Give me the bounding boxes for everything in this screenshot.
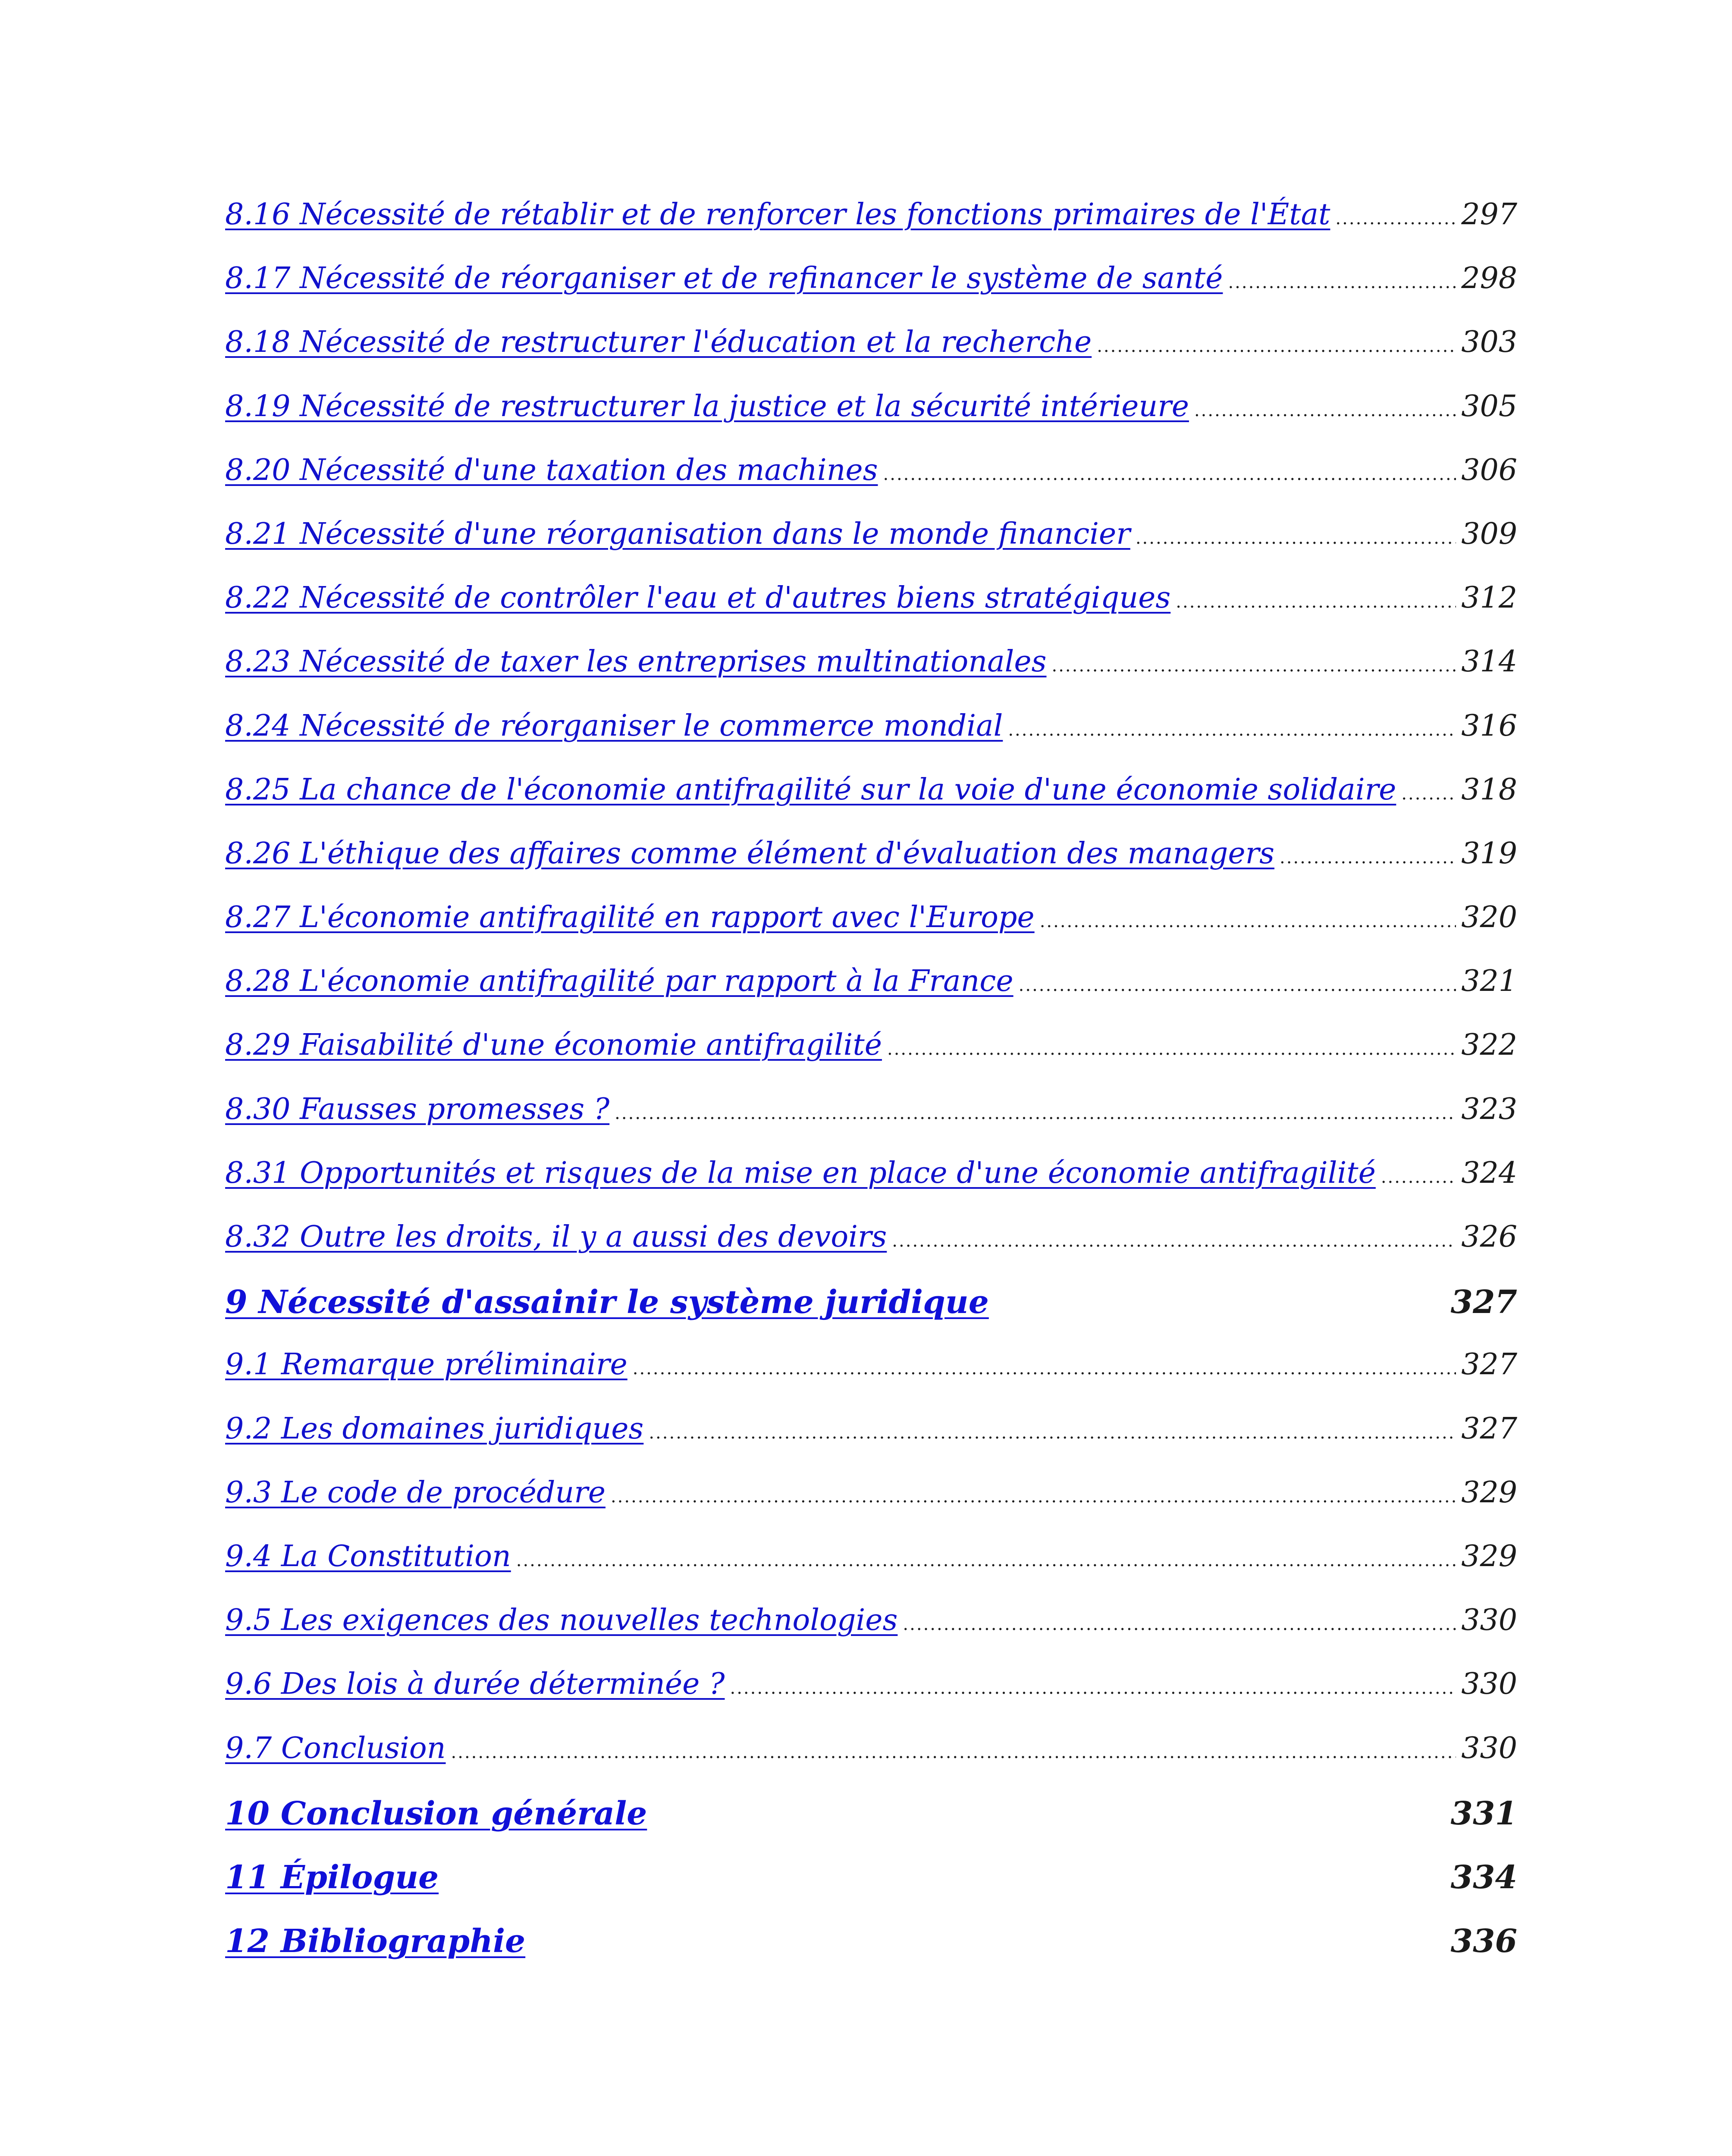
toc-entry-8-25	[225, 773, 1517, 837]
toc-entry-8-17	[225, 261, 1517, 325]
toc-link-8-19[interactable]: 8.19 Nécessité de restructurer la justice et la sécurité intérieure	[225, 389, 1189, 423]
toc-link-chapter-12[interactable]: 12 Bibliographie	[225, 1923, 526, 1960]
toc-page-number: 329	[1461, 1539, 1517, 1573]
dot-leader	[1335, 209, 1456, 229]
toc-page-number: 298	[1461, 261, 1517, 296]
toc-link-8-21[interactable]: 8.21 Nécessité d'une réorganisation dans le monde financier	[225, 517, 1130, 551]
dot-leader	[649, 1423, 1456, 1443]
toc-entry-8-16	[225, 197, 1517, 261]
toc-link-chapter-9[interactable]: 9 Nécessité d'assainir le système juridique	[225, 1284, 989, 1321]
toc-page-number: 319	[1461, 836, 1517, 871]
toc-page-number: 334	[1450, 1858, 1517, 1896]
toc-link-8-26[interactable]: 8.26 L'éthique des affaires comme élément d'évaluation des managers	[225, 836, 1274, 871]
toc-page-number: 322	[1461, 1028, 1517, 1062]
toc-page-number: 316	[1461, 708, 1517, 743]
toc-entry-9-2	[225, 1412, 1517, 1476]
toc-link-9-1[interactable]: 9.1 Remarque préliminaire	[225, 1348, 628, 1382]
dot-leader	[1019, 975, 1456, 995]
toc-chapter-11	[225, 1859, 1517, 1923]
toc-chapter-9	[225, 1284, 1517, 1348]
toc-page-number: 323	[1461, 1092, 1517, 1126]
toc-link-9-3[interactable]: 9.3 Le code de procédure	[225, 1475, 606, 1510]
table-of-contents	[225, 197, 1517, 1987]
toc-entry-8-23	[225, 645, 1517, 708]
toc-link-9-7[interactable]: 9.7 Conclusion	[225, 1731, 446, 1765]
toc-entry-8-32	[225, 1220, 1517, 1284]
toc-entry-8-31	[225, 1156, 1517, 1220]
toc-page-number: 314	[1461, 645, 1517, 679]
toc-link-8-29[interactable]: 8.29 Faisabilité d'une économie antifragilité	[225, 1028, 882, 1062]
toc-page-number: 326	[1461, 1220, 1517, 1254]
toc-entry-9-4	[225, 1539, 1517, 1603]
toc-entry-9-3	[225, 1476, 1517, 1539]
toc-page-number: 321	[1461, 964, 1517, 999]
toc-link-8-22[interactable]: 8.22 Nécessité de contrôler l'eau et d'autres biens stratégiques	[225, 581, 1171, 615]
dot-leader	[892, 1231, 1456, 1251]
dot-leader	[1097, 336, 1456, 356]
toc-page-number: 330	[1461, 1603, 1517, 1638]
toc-entry-9-5	[225, 1603, 1517, 1667]
toc-entry-8-28	[225, 964, 1517, 1028]
toc-link-8-23[interactable]: 8.23 Nécessité de taxer les entreprises multinationales	[225, 645, 1047, 679]
toc-entry-8-20	[225, 453, 1517, 517]
toc-chapter-10	[225, 1795, 1517, 1859]
toc-page-number: 303	[1461, 325, 1517, 360]
toc-link-8-32[interactable]: 8.32 Outre les droits, il y a aussi des devoirs	[225, 1220, 887, 1254]
toc-page-number: 312	[1461, 581, 1517, 615]
toc-entry-8-18	[225, 325, 1517, 389]
toc-page-number: 320	[1461, 900, 1517, 935]
dot-leader	[1381, 1167, 1456, 1187]
toc-entry-8-30	[225, 1092, 1517, 1156]
toc-entry-9-1	[225, 1348, 1517, 1411]
toc-page-number: 336	[1450, 1923, 1517, 1960]
dot-leader	[883, 464, 1456, 484]
toc-page-number: 306	[1461, 453, 1517, 487]
toc-entry-8-27	[225, 900, 1517, 964]
toc-link-8-27[interactable]: 8.27 L'économie antifragilité en rapport avec l'Europe	[225, 900, 1035, 935]
toc-link-8-30[interactable]: 8.30 Fausses promesses ?	[225, 1092, 610, 1126]
toc-page-number: 327	[1461, 1348, 1517, 1382]
dot-leader	[1176, 592, 1456, 612]
dot-leader	[1280, 848, 1456, 868]
toc-link-8-25[interactable]: 8.25 La chance de l'économie antifragilité sur la voie d'une économie solidaire	[225, 772, 1396, 807]
dot-leader	[516, 1551, 1456, 1570]
toc-page-number: 305	[1461, 389, 1517, 423]
dot-leader	[1401, 784, 1456, 804]
toc-page-number: 309	[1461, 517, 1517, 551]
toc-page-number: 324	[1461, 1156, 1517, 1190]
dot-leader	[1052, 656, 1456, 676]
toc-link-9-2[interactable]: 9.2 Les domaines juridiques	[225, 1411, 644, 1446]
toc-link-9-4[interactable]: 9.4 La Constitution	[225, 1539, 511, 1573]
toc-page-number: 330	[1461, 1667, 1517, 1702]
toc-link-chapter-10[interactable]: 10 Conclusion générale	[225, 1795, 647, 1832]
toc-link-8-20[interactable]: 8.20 Nécessité d'une taxation des machines	[225, 453, 878, 487]
dot-leader	[1194, 401, 1456, 420]
dot-leader	[615, 1103, 1456, 1123]
dot-leader	[611, 1487, 1456, 1507]
dot-leader	[1228, 273, 1456, 292]
dot-leader	[887, 1039, 1456, 1059]
toc-entry-9-6	[225, 1667, 1517, 1731]
dot-leader	[1136, 528, 1456, 548]
toc-link-8-24[interactable]: 8.24 Nécessité de réorganiser le commerce mondial	[225, 708, 1003, 743]
dot-leader	[451, 1742, 1456, 1762]
toc-link-chapter-11[interactable]: 11 Épilogue	[225, 1858, 439, 1896]
dot-leader	[633, 1359, 1456, 1379]
toc-page-number: 318	[1461, 772, 1517, 807]
toc-entry-8-21	[225, 517, 1517, 581]
toc-page-number: 330	[1461, 1731, 1517, 1765]
toc-entry-8-26	[225, 837, 1517, 900]
toc-page-number: 327	[1461, 1411, 1517, 1446]
toc-link-8-18[interactable]: 8.18 Nécessité de restructurer l'éducation et la recherche	[225, 325, 1092, 360]
toc-link-8-28[interactable]: 8.28 L'économie antifragilité par rapport à la France	[225, 964, 1013, 999]
toc-entry-8-19	[225, 389, 1517, 453]
toc-link-9-6[interactable]: 9.6 Des lois à durée déterminée ?	[225, 1667, 725, 1702]
toc-link-8-31[interactable]: 8.31 Opportunités et risques de la mise en place d'une économie antifragilité	[225, 1156, 1376, 1190]
toc-page-number: 297	[1461, 197, 1517, 232]
toc-page-number: 331	[1450, 1795, 1517, 1832]
dot-leader	[730, 1678, 1456, 1698]
toc-entry-8-24	[225, 709, 1517, 773]
dot-leader	[903, 1614, 1456, 1634]
toc-entry-8-22	[225, 581, 1517, 645]
toc-link-8-16[interactable]: 8.16 Nécessité de rétablir et de renforcer les fonctions primaires de l'État	[225, 197, 1330, 232]
dot-leader	[1040, 912, 1456, 931]
toc-entry-9-7	[225, 1731, 1517, 1795]
toc-chapter-12	[225, 1923, 1517, 1987]
toc-page-number: 329	[1461, 1475, 1517, 1510]
toc-link-8-17[interactable]: 8.17 Nécessité de réorganiser et de refinancer le système de santé	[225, 261, 1223, 296]
dot-leader	[1008, 720, 1456, 740]
toc-page-number: 327	[1450, 1284, 1517, 1321]
toc-entry-8-29	[225, 1028, 1517, 1092]
toc-link-9-5[interactable]: 9.5 Les exigences des nouvelles technologies	[225, 1603, 898, 1638]
